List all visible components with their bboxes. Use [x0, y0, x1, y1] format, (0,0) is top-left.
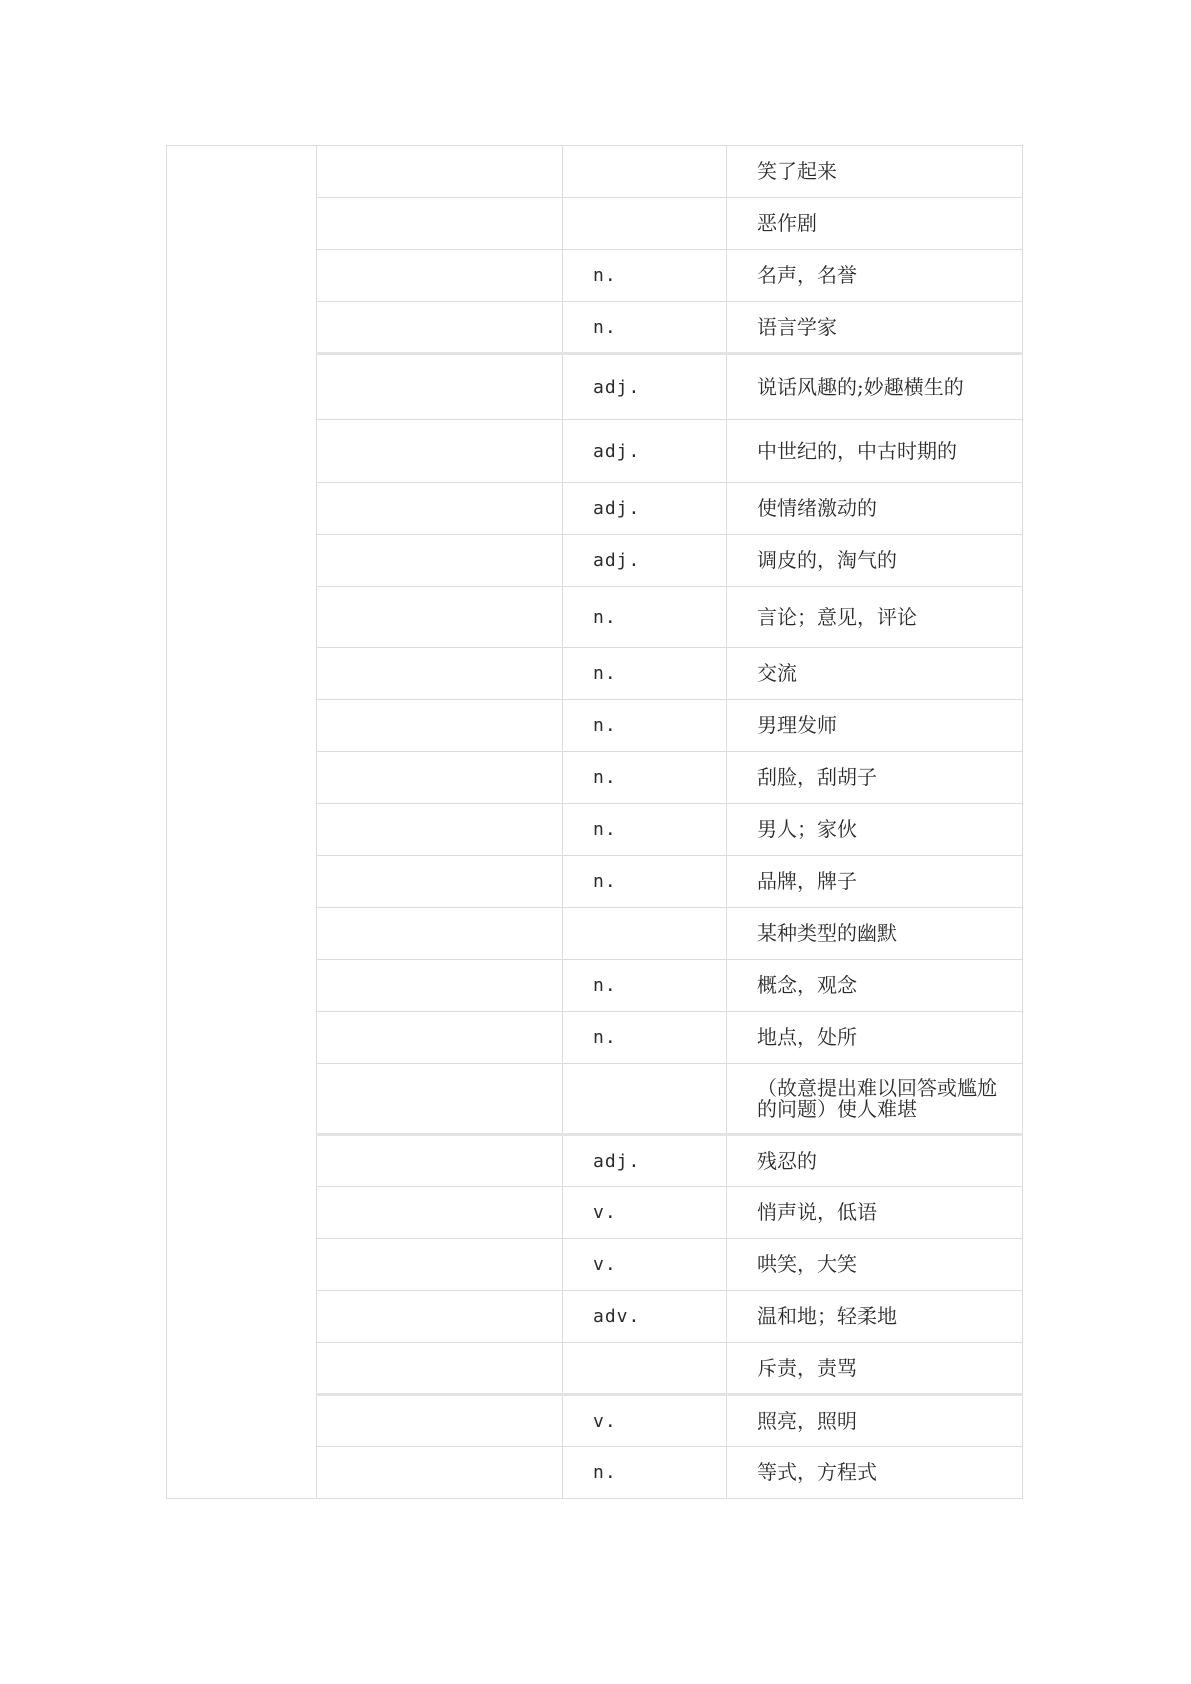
- meaning-cell: 男人；家伙: [727, 804, 1023, 856]
- part-of-speech-cell: n.: [563, 700, 727, 752]
- part-of-speech-cell: adj.: [563, 1135, 727, 1187]
- part-of-speech-cell: n.: [563, 1012, 727, 1064]
- word-cell: [317, 483, 563, 535]
- part-of-speech-cell: adj.: [563, 420, 727, 483]
- part-of-speech-cell: adv.: [563, 1291, 727, 1343]
- table-row: [167, 146, 1023, 198]
- word-cell: [317, 1395, 563, 1447]
- meaning-cell: 某种类型的幽默: [727, 908, 1023, 960]
- meaning-cell: 恶作剧: [727, 198, 1023, 250]
- meaning-cell: 言论；意见，评论: [727, 587, 1023, 648]
- meaning-cell: 交流: [727, 648, 1023, 700]
- meaning-cell: 概念，观念: [727, 960, 1023, 1012]
- meaning-cell: 使情绪激动的: [727, 483, 1023, 535]
- meaning-cell: 哄笑，大笑: [727, 1239, 1023, 1291]
- part-of-speech-cell: adj.: [563, 535, 727, 587]
- part-of-speech-cell: n.: [563, 804, 727, 856]
- part-of-speech-cell: n.: [563, 856, 727, 908]
- word-cell: [317, 804, 563, 856]
- part-of-speech-cell: n.: [563, 960, 727, 1012]
- meaning-cell: 悄声说，低语: [727, 1187, 1023, 1239]
- word-cell: [317, 1343, 563, 1395]
- meaning-cell: 斥责，责骂: [727, 1343, 1023, 1395]
- meaning-cell: 品牌，牌子: [727, 856, 1023, 908]
- word-cell: [317, 420, 563, 483]
- meaning-cell: 等式，方程式: [727, 1447, 1023, 1499]
- meaning-cell: 地点，处所: [727, 1012, 1023, 1064]
- word-cell: [317, 198, 563, 250]
- meaning-cell: 说话风趣的;妙趣横生的: [727, 354, 1023, 420]
- word-cell: [317, 146, 563, 198]
- word-cell: [317, 1187, 563, 1239]
- part-of-speech-cell: v.: [563, 1395, 727, 1447]
- word-cell: [317, 700, 563, 752]
- vocabulary-table: [166, 145, 1023, 1499]
- word-cell: [317, 354, 563, 420]
- part-of-speech-cell: [563, 908, 727, 960]
- word-cell: [317, 1012, 563, 1064]
- meaning-cell: 残忍的: [727, 1135, 1023, 1187]
- meaning-cell: 调皮的，淘气的: [727, 535, 1023, 587]
- unit-cell: [167, 146, 317, 1499]
- word-cell: [317, 1135, 563, 1187]
- part-of-speech-cell: adj.: [563, 354, 727, 420]
- meaning-cell: 男理发师: [727, 700, 1023, 752]
- part-of-speech-cell: adj.: [563, 483, 727, 535]
- part-of-speech-cell: [563, 198, 727, 250]
- meaning-cell: 语言学家: [727, 302, 1023, 354]
- part-of-speech-cell: [563, 1064, 727, 1135]
- part-of-speech-cell: n.: [563, 752, 727, 804]
- word-cell: [317, 1291, 563, 1343]
- word-cell: [317, 1064, 563, 1135]
- word-cell: [317, 1447, 563, 1499]
- word-cell: [317, 908, 563, 960]
- meaning-cell: 名声，名誉: [727, 250, 1023, 302]
- part-of-speech-cell: n.: [563, 587, 727, 648]
- meaning-cell: 中世纪的，中古时期的: [727, 420, 1023, 483]
- meaning-cell: （故意提出难以回答或尴尬的问题）使人难堪: [727, 1064, 1023, 1135]
- part-of-speech-cell: [563, 146, 727, 198]
- word-cell: [317, 960, 563, 1012]
- word-cell: [317, 752, 563, 804]
- word-cell: [317, 856, 563, 908]
- meaning-cell: 照亮，照明: [727, 1395, 1023, 1447]
- vocabulary-table-body: [167, 146, 1023, 1499]
- word-cell: [317, 648, 563, 700]
- meaning-cell: 温和地；轻柔地: [727, 1291, 1023, 1343]
- part-of-speech-cell: n.: [563, 648, 727, 700]
- part-of-speech-cell: v.: [563, 1187, 727, 1239]
- part-of-speech-cell: n.: [563, 250, 727, 302]
- word-cell: [317, 302, 563, 354]
- word-cell: [317, 1239, 563, 1291]
- meaning-cell: 刮脸，刮胡子: [727, 752, 1023, 804]
- word-cell: [317, 535, 563, 587]
- part-of-speech-cell: [563, 1343, 727, 1395]
- word-cell: [317, 587, 563, 648]
- word-cell: [317, 250, 563, 302]
- meaning-cell: 笑了起来: [727, 146, 1023, 198]
- part-of-speech-cell: v.: [563, 1239, 727, 1291]
- part-of-speech-cell: n.: [563, 302, 727, 354]
- part-of-speech-cell: n.: [563, 1447, 727, 1499]
